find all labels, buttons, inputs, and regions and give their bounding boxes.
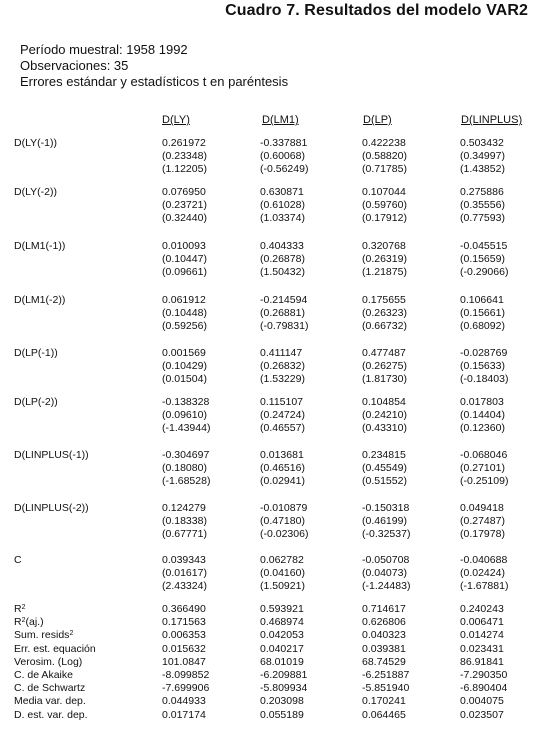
coefficient-cell: 0.234815 bbox=[362, 449, 406, 461]
t-stat-cell: (1.50921) bbox=[260, 580, 305, 592]
stat-value-cell: 0.015632 bbox=[162, 642, 206, 655]
t-stat-cell: (0.59256) bbox=[162, 320, 207, 332]
std-error-cell: (0.18338) bbox=[162, 515, 207, 527]
stat-value-cell: 0.023431 bbox=[460, 642, 504, 655]
stat-label: $R^2$ bbox=[14, 603, 26, 615]
coefficient-cell: 0.477487 bbox=[362, 347, 406, 359]
stat-value-cell: -5.809934 bbox=[260, 682, 308, 695]
stat-value-cell: 0.170241 bbox=[362, 695, 406, 708]
stat-value-cell: -6.890404 bbox=[460, 682, 508, 695]
t-stat-cell: (2.43324) bbox=[162, 580, 207, 592]
coefficient-cell: 0.106641 bbox=[460, 294, 504, 306]
stat-value-cell: 0.240243 bbox=[460, 603, 504, 615]
t-stat-cell: (-0.29066) bbox=[460, 266, 509, 278]
t-stat-cell: (1.53229) bbox=[260, 373, 305, 385]
std-error-cell: (0.34997) bbox=[460, 150, 505, 162]
std-error-cell: (0.46199) bbox=[362, 515, 407, 527]
coefficient-cell: 0.503432 bbox=[460, 137, 504, 149]
stat-label: C. de Akaike bbox=[14, 669, 73, 681]
coefficient-cell: -0.214594 bbox=[260, 294, 308, 306]
stat-value-cell: -7.290350 bbox=[460, 669, 508, 681]
coefficient-cell: 0.013681 bbox=[260, 449, 304, 461]
stat-value-cell: 68.74529 bbox=[362, 655, 406, 668]
coefficient-cell: -0.138328 bbox=[162, 396, 210, 408]
column-header: D(LY) bbox=[162, 114, 190, 126]
sample-period: Período muestral: 1958 1992 bbox=[20, 42, 188, 57]
std-error-cell: (0.47180) bbox=[260, 515, 305, 527]
t-stat-cell: (0.09661) bbox=[162, 266, 207, 278]
t-stat-cell: (1.43852) bbox=[460, 163, 505, 175]
t-stat-cell: (1.81730) bbox=[362, 373, 407, 385]
sample-info bbox=[20, 42, 288, 90]
coefficient-cell: 0.320768 bbox=[362, 240, 406, 252]
t-stat-cell: (0.02941) bbox=[260, 475, 305, 487]
coefficient-cell: 0.124279 bbox=[162, 502, 206, 514]
coefficient-cell: -0.050708 bbox=[362, 554, 410, 566]
coefficient-cell: 0.630871 bbox=[260, 186, 304, 198]
coefficient-cell: 0.076950 bbox=[162, 186, 206, 198]
std-error-cell: (0.15659) bbox=[460, 253, 505, 265]
t-stat-cell: (0.46557) bbox=[260, 422, 305, 434]
coefficient-cell: 0.422238 bbox=[362, 137, 406, 149]
stat-value-cell: 0.714617 bbox=[362, 603, 406, 615]
stat-label: Media var. dep. bbox=[14, 695, 86, 708]
stat-value-cell: 0.023507 bbox=[460, 708, 504, 721]
t-stat-cell: (0.01504) bbox=[162, 373, 207, 385]
stat-label: Verosim. (Log) bbox=[14, 655, 83, 668]
t-stat-cell: (0.67771) bbox=[162, 528, 207, 540]
t-stat-cell: (-1.24483) bbox=[362, 580, 411, 592]
coefficient-cell: -0.150318 bbox=[362, 502, 410, 514]
t-stat-cell: (1.03374) bbox=[260, 212, 305, 224]
std-error-cell: (0.24210) bbox=[362, 409, 407, 421]
stat-value-cell: 0.203098 bbox=[260, 695, 304, 708]
stat-value-cell: 0.171563 bbox=[162, 616, 206, 629]
std-error-cell: (0.45549) bbox=[362, 462, 407, 474]
row-label: D(LY(-2)) bbox=[14, 186, 57, 198]
coefficient-cell: 0.175655 bbox=[362, 294, 406, 306]
t-stat-cell: (-0.25109) bbox=[460, 475, 509, 487]
t-stat-cell: (-0.32537) bbox=[362, 528, 411, 540]
stat-value-cell: 0.040323 bbox=[362, 629, 406, 642]
std-error-cell: (0.15633) bbox=[460, 360, 505, 372]
t-stat-cell: (1.50432) bbox=[260, 266, 305, 278]
coefficient-cell: 0.039343 bbox=[162, 554, 206, 566]
stat-label: $R^2(aj.)$ bbox=[14, 616, 44, 629]
coefficient-cell: 0.010093 bbox=[162, 240, 206, 252]
stat-value-cell: 0.064465 bbox=[362, 708, 406, 721]
row-label: D(LY(-1)) bbox=[14, 137, 57, 149]
stat-value-cell: -5.851940 bbox=[362, 682, 410, 695]
t-stat-cell: (-0.18403) bbox=[460, 373, 509, 385]
std-error-cell: (0.23721) bbox=[162, 199, 207, 211]
t-stat-cell: (0.32440) bbox=[162, 212, 207, 224]
stat-label: C. de Schwartz bbox=[14, 682, 86, 695]
coefficient-cell: 0.017803 bbox=[460, 396, 504, 408]
std-error-cell: (0.14404) bbox=[460, 409, 505, 421]
t-stat-cell: (0.68092) bbox=[460, 320, 505, 332]
t-stat-cell: (-1.67881) bbox=[460, 580, 509, 592]
t-stat-cell: (0.12360) bbox=[460, 422, 505, 434]
stat-label: D. est. var. dep. bbox=[14, 708, 88, 721]
std-error-cell: (0.26881) bbox=[260, 307, 305, 319]
stat-value-cell: -6.251887 bbox=[362, 669, 410, 681]
row-label: D(LINPLUS(-2)) bbox=[14, 502, 89, 514]
stat-value-cell: 0.004075 bbox=[460, 695, 504, 708]
errors-note: Errores estándar y estadísticos t en paréntesis bbox=[20, 74, 289, 89]
column-header: D(LM1) bbox=[262, 114, 299, 126]
t-stat-cell: (0.71785) bbox=[362, 163, 407, 175]
coefficient-cell: 0.061912 bbox=[162, 294, 206, 306]
t-stat-cell: (-0.79831) bbox=[260, 320, 309, 332]
std-error-cell: (0.02424) bbox=[460, 567, 505, 579]
stat-value-cell: 0.468974 bbox=[260, 616, 304, 629]
row-label: D(LP(-1)) bbox=[14, 347, 58, 359]
std-error-cell: (0.35556) bbox=[460, 199, 505, 211]
std-error-cell: (0.46516) bbox=[260, 462, 305, 474]
t-stat-cell: (0.66732) bbox=[362, 320, 407, 332]
std-error-cell: (0.09610) bbox=[162, 409, 207, 421]
stat-value-cell: 0.006471 bbox=[460, 616, 504, 629]
stat-label: Err. est. equación bbox=[14, 642, 96, 655]
t-stat-cell: (1.12205) bbox=[162, 163, 207, 175]
t-stat-cell: (0.17912) bbox=[362, 212, 407, 224]
std-error-cell: (0.04160) bbox=[260, 567, 305, 579]
stat-value-cell: 101.0847 bbox=[162, 655, 206, 668]
std-error-cell: (0.26878) bbox=[260, 253, 305, 265]
std-error-cell: (0.01617) bbox=[162, 567, 207, 579]
t-stat-cell: (0.51552) bbox=[362, 475, 407, 487]
row-label: C bbox=[14, 554, 22, 566]
coefficient-cell: 0.275886 bbox=[460, 186, 504, 198]
page-title: Cuadro 7. Resultados del modelo VAR2 bbox=[225, 2, 528, 19]
std-error-cell: (0.24724) bbox=[260, 409, 305, 421]
std-error-cell: (0.18080) bbox=[162, 462, 207, 474]
std-error-cell: (0.10429) bbox=[162, 360, 207, 372]
column-header: D(LINPLUS) bbox=[461, 114, 523, 126]
stat-value-cell: 0.055189 bbox=[260, 708, 304, 721]
std-error-cell: (0.26275) bbox=[362, 360, 407, 372]
stat-value-cell: 68.01019 bbox=[260, 655, 304, 668]
coefficient-cell: -0.028769 bbox=[460, 347, 508, 359]
std-error-cell: (0.26319) bbox=[362, 253, 407, 265]
coefficient-cell: -0.337881 bbox=[260, 137, 308, 149]
column-header: D(LP) bbox=[363, 114, 392, 126]
std-error-cell: (0.27487) bbox=[460, 515, 505, 527]
coefficient-cell: -0.010879 bbox=[260, 502, 308, 514]
stat-value-cell: 86.91841 bbox=[460, 655, 504, 668]
std-error-cell: (0.26832) bbox=[260, 360, 305, 372]
row-label: D(LINPLUS(-1)) bbox=[14, 449, 89, 461]
stat-value-cell: 0.006353 bbox=[162, 629, 206, 642]
observations-count: Observaciones: 35 bbox=[20, 58, 129, 73]
std-error-cell: (0.27101) bbox=[460, 462, 505, 474]
coefficient-cell: -0.045515 bbox=[460, 240, 508, 252]
coefficient-cell: -0.304697 bbox=[162, 449, 210, 461]
std-error-cell: (0.04073) bbox=[362, 567, 407, 579]
stat-value-cell: 0.044933 bbox=[162, 695, 206, 708]
coefficient-cell: 0.115107 bbox=[260, 396, 304, 408]
std-error-cell: (0.59760) bbox=[362, 199, 407, 211]
std-error-cell: (0.10448) bbox=[162, 307, 207, 319]
t-stat-cell: (-1.43944) bbox=[162, 422, 211, 434]
stat-value-cell: 0.017174 bbox=[162, 708, 206, 721]
stat-value-cell: 0.593921 bbox=[260, 603, 304, 615]
std-error-cell: (0.26323) bbox=[362, 307, 407, 319]
coefficient-cell: 0.261972 bbox=[162, 137, 206, 149]
std-error-cell: (0.23348) bbox=[162, 150, 207, 162]
stat-value-cell: 0.366490 bbox=[162, 603, 206, 615]
t-stat-cell: (0.17978) bbox=[460, 528, 505, 540]
row-label: D(LP(-2)) bbox=[14, 396, 58, 408]
row-label: D(LM1(-1)) bbox=[14, 240, 66, 252]
stat-value-cell: 0.014274 bbox=[460, 629, 504, 642]
t-stat-cell: (1.21875) bbox=[362, 266, 407, 278]
stat-value-cell: 0.626806 bbox=[362, 616, 406, 629]
row-label: D(LM1(-2)) bbox=[14, 294, 66, 306]
t-stat-cell: (0.77593) bbox=[460, 212, 505, 224]
std-error-cell: (0.60068) bbox=[260, 150, 305, 162]
stat-value-cell: 0.042053 bbox=[260, 629, 304, 642]
stat-value-cell: 0.040217 bbox=[260, 642, 304, 655]
coefficient-cell: 0.411147 bbox=[260, 347, 303, 359]
t-stat-cell: (-0.56249) bbox=[260, 163, 309, 175]
stat-value-cell: -6.209881 bbox=[260, 669, 308, 681]
coefficient-cell: 0.404333 bbox=[260, 240, 304, 252]
coefficient-cell: 0.107044 bbox=[362, 186, 406, 198]
stat-value-cell: -7.699906 bbox=[162, 682, 210, 695]
t-stat-cell: (-0.02306) bbox=[260, 528, 309, 540]
coefficient-cell: -0.040688 bbox=[460, 554, 508, 566]
t-stat-cell: (0.43310) bbox=[362, 422, 407, 434]
t-stat-cell: (-1.68528) bbox=[162, 475, 211, 487]
coefficient-cell: 0.049418 bbox=[460, 502, 504, 514]
coefficient-cell: 0.001569 bbox=[162, 347, 206, 359]
coefficient-cell: -0.068046 bbox=[460, 449, 508, 461]
stat-label: Sum. resids$^2$ bbox=[14, 629, 74, 642]
std-error-cell: (0.10447) bbox=[162, 253, 207, 265]
std-error-cell: (0.61028) bbox=[260, 199, 305, 211]
std-error-cell: (0.15661) bbox=[460, 307, 505, 319]
coefficient-cell: 0.062782 bbox=[260, 554, 304, 566]
coefficient-cell: 0.104854 bbox=[362, 396, 406, 408]
stat-value-cell: -8.099852 bbox=[162, 669, 210, 681]
stat-value-cell: 0.039381 bbox=[362, 642, 406, 655]
std-error-cell: (0.58820) bbox=[362, 150, 407, 162]
